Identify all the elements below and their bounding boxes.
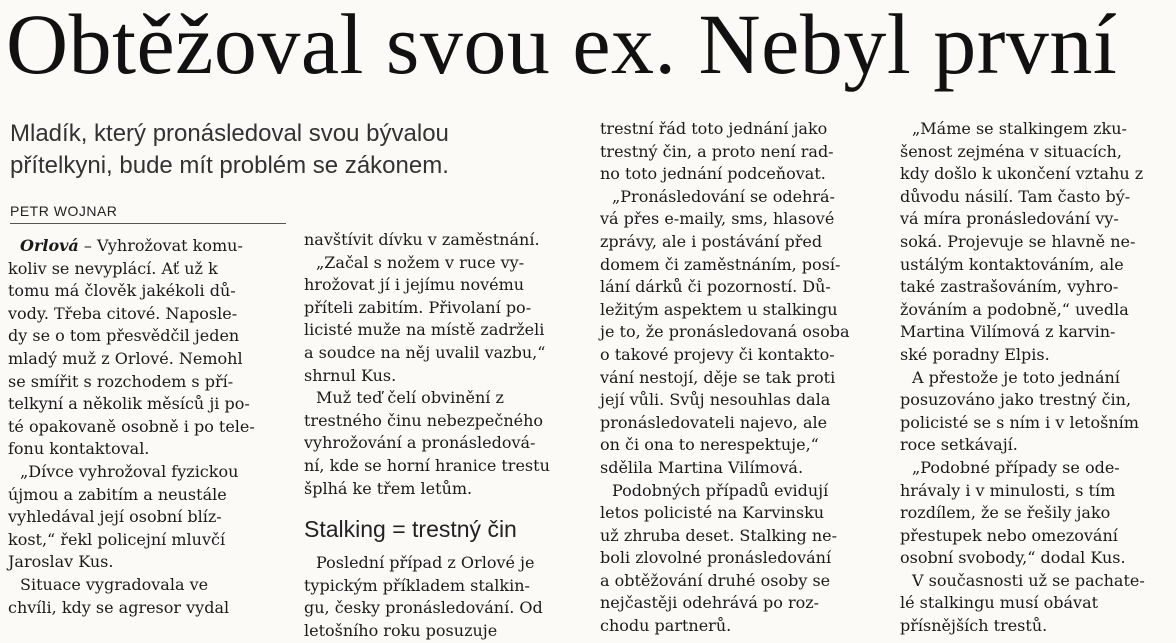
- body-line: Podobných případů evidují: [612, 480, 829, 500]
- body-line: fonu kontaktoval.: [8, 439, 150, 459]
- body-line: ustálým kontaktováním, ale: [900, 254, 1124, 274]
- body-line: [8, 235, 288, 258]
- body-text: – Vyhrožovat komu-: [78, 236, 243, 255]
- article-column-1: [8, 235, 288, 619]
- body-line: újmou a zabitím a neustále: [8, 484, 227, 504]
- body-line: vyhrožování a pronásledová-: [304, 433, 536, 453]
- body-line: no toto jednání podceňovat.: [600, 164, 826, 184]
- body-line: lání dárků či pozorností. Dů-: [600, 277, 831, 297]
- body-line: letošního roku posuzuje: [304, 620, 498, 640]
- article-column-4: [900, 118, 1170, 638]
- body-line: boli zlovolné pronásledování: [600, 548, 832, 568]
- headline: Obtěžoval svou ex. Nebyl první: [6, 0, 1118, 92]
- body-line: typickým příkladem stalkin-: [304, 575, 530, 595]
- body-line: Martina Vilímová z karvin-: [900, 322, 1116, 342]
- body-line: koliv se nevyplácí. Ať už k: [8, 258, 218, 278]
- body-line: důvodu násilí. Tam často bý-: [900, 186, 1131, 206]
- body-line: hrávaly i v minulosti, s tím: [900, 480, 1116, 500]
- body-line: pronásledovateli najevo, ale: [600, 412, 828, 432]
- dateline: Orlová: [20, 236, 79, 255]
- body-line: a obtěžování druhé osoby se: [600, 570, 831, 590]
- body-line: trestného činu nebezpečného: [304, 410, 544, 430]
- body-line: se smířit s rozchodem s pří-: [8, 371, 234, 391]
- body-line: trestný čin, a proto není rad-: [600, 141, 834, 161]
- article-column-3: [600, 118, 890, 638]
- body-line: té opakovaně osobně i po tele-: [8, 416, 255, 436]
- article-column-2: [304, 229, 590, 643]
- body-line: on či ona to nerespektuje,“: [600, 435, 819, 455]
- body-line: nejčastěji odehrává po roz-: [600, 593, 820, 613]
- lead-line: Mladík, který pronásledoval svou bývalou: [10, 120, 449, 147]
- body-line: Poslední případ z Orlové je: [316, 553, 535, 573]
- body-line: „Začal s nožem v ruce vy-: [316, 252, 525, 272]
- body-line: navštívit dívku v zaměstnání.: [304, 230, 540, 249]
- body-line: licisté muže na místě zadrželi: [304, 320, 545, 340]
- body-line: přestupek nebo omezování: [900, 525, 1118, 545]
- body-line: vá míra pronásledování vy-: [900, 209, 1119, 229]
- body-line: domem či zaměstnáním, posí-: [600, 254, 841, 274]
- body-line: posuzováno jako trestný čin,: [900, 390, 1132, 410]
- body-line: příteli zabitím. Přivolaní po-: [304, 297, 532, 317]
- body-line: její vůli. Svůj nesouhlas dala: [600, 390, 831, 410]
- body-line: „Pronásledování se odehrá-: [612, 186, 835, 206]
- body-line: gu, česky pronásledování. Od: [304, 598, 543, 618]
- body-line: „Podobné případy se ode-: [912, 457, 1120, 477]
- body-line: je to, že pronásledovaná osoba: [600, 322, 850, 342]
- body-line: kdy došlo k ukončení vztahu z: [900, 164, 1144, 184]
- body-line: hrožovat jí i jejímu novému: [304, 275, 525, 295]
- body-line: ní, kde se horní hranice trestu: [304, 455, 550, 475]
- body-line: V současnosti už se pachate-: [912, 570, 1145, 590]
- body-line: a soudce na něj uvalil vazbu,“: [304, 342, 546, 362]
- body-line: tomu má člověk jakékoli dů-: [8, 281, 236, 301]
- body-line: „Máme se stalkingem zku-: [912, 119, 1127, 138]
- body-line: rozdílem, že se řešily jako: [900, 503, 1111, 523]
- body-line: šenost zejména v situacích,: [900, 141, 1122, 161]
- body-line: shrnul Kus.: [304, 365, 397, 385]
- section-subheading: Stalking = trestný čin: [304, 516, 517, 543]
- body-line: zprávy, ale i postávání před: [600, 231, 823, 251]
- body-line: přísnějších trestů.: [900, 616, 1048, 636]
- body-line: „Dívce vyhrožoval fyzickou: [20, 461, 239, 481]
- body-line: chvíli, kdy se agresor vydal: [8, 597, 230, 617]
- lead-line: přítelkyni, bude mít problém se zákonem.: [10, 152, 449, 179]
- body-line: Jaroslav Kus.: [8, 552, 114, 572]
- body-line: telkyní a několik měsíců ji po-: [8, 394, 250, 414]
- body-line: policisté se s ním i v letošním: [900, 412, 1139, 432]
- body-line: lé stalkingu musí obávat: [900, 593, 1099, 613]
- body-line: Situace vygradovala ve: [20, 574, 209, 594]
- body-line: dy se o tom přesvědčil jeden: [8, 326, 240, 346]
- body-line: chodu partnerů.: [600, 616, 732, 636]
- lead-paragraph: [10, 118, 600, 182]
- body-line: ležitým aspektem u stalkingu: [600, 299, 838, 319]
- body-line: sdělila Martina Vilímová.: [600, 457, 804, 477]
- body-line: už zhruba deset. Stalking ne-: [600, 525, 838, 545]
- author-byline: PETR WOJNAR: [10, 202, 286, 224]
- body-line: mladý muž z Orlové. Nemohl: [8, 348, 243, 368]
- body-line: kost,“ řekl policejní mluvčí: [8, 529, 226, 549]
- body-line: vody. Třeba citové. Naposle-: [8, 303, 238, 323]
- body-line: osobní svobody,“ dodal Kus.: [900, 548, 1126, 568]
- body-line: A přestože je toto jednání: [912, 367, 1120, 387]
- body-line: vyhledával její osobní blíz-: [8, 507, 222, 527]
- body-line: roce setkávají.: [900, 435, 1018, 455]
- body-line: také zastrašováním, vyhro-: [900, 277, 1119, 297]
- body-line: Muž teď čelí obvinění z: [316, 388, 504, 408]
- body-line: soká. Projevuje se hlavně ne-: [900, 231, 1136, 251]
- body-line: trestní řád toto jednání jako: [600, 119, 828, 138]
- body-line: šplhá ke třem letům.: [304, 478, 473, 498]
- body-line: letos policisté na Karvinsku: [600, 503, 825, 523]
- body-line: o takové projevy či kontakto-: [600, 344, 835, 364]
- body-line: vá přes e-maily, sms, hlasové: [600, 209, 835, 229]
- body-line: vání nestojí, děje se tak proti: [600, 367, 836, 387]
- body-line: žováním a podobně,“ uvedla: [900, 299, 1129, 319]
- body-line: ské poradny Elpis.: [900, 344, 1050, 364]
